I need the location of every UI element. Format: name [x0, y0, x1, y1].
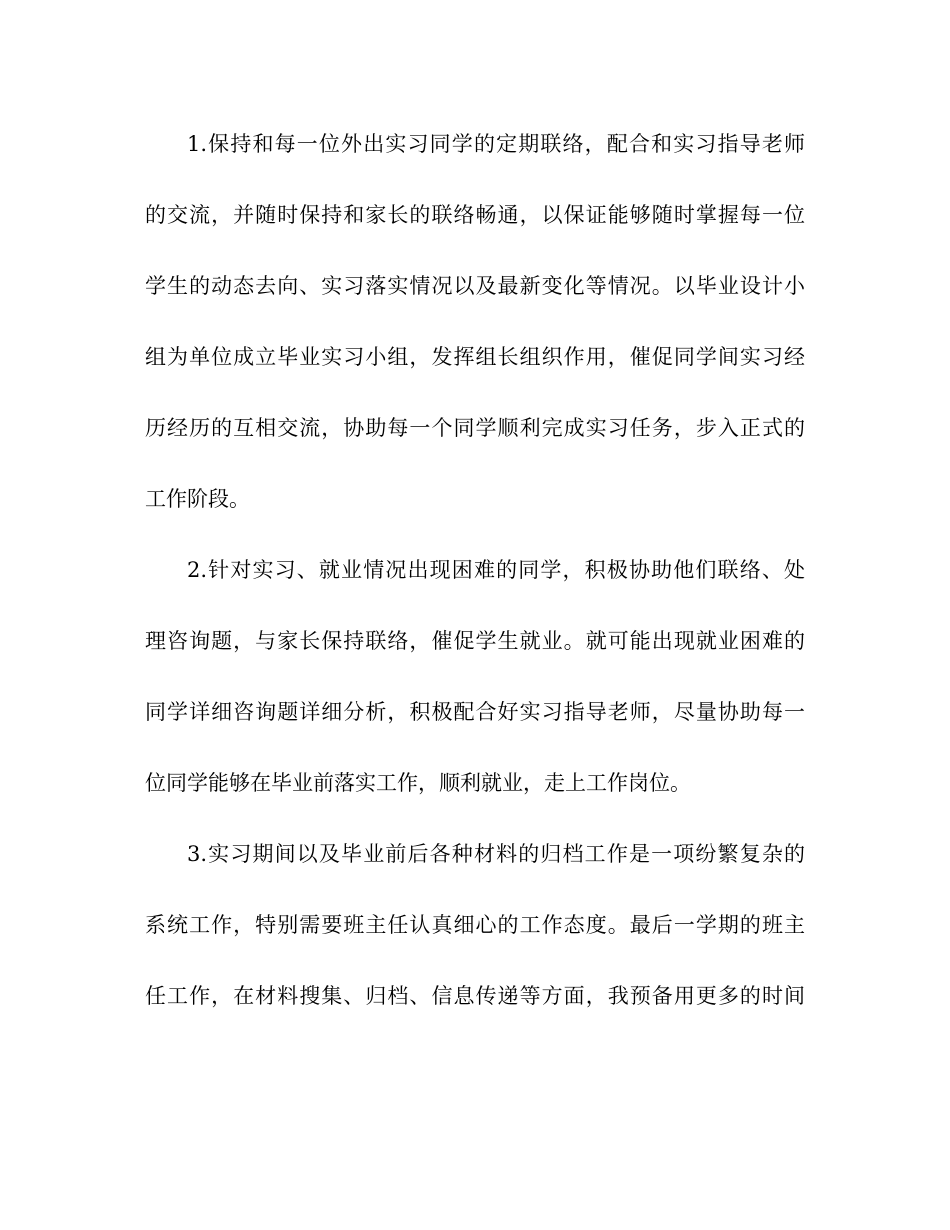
text-line: 1.保持和每一位外出实习同学的定期联络，配合和实习指导老师 [187, 132, 805, 156]
text-line: 工作阶段。 [145, 487, 250, 511]
document-body [145, 124, 805, 1017]
text-line: 组为单位成立毕业实习小组，发挥组长组织作用，催促同学间实习经 [145, 345, 805, 369]
paragraph-1 [145, 124, 805, 550]
text-line: 任工作，在材料搜集、归档、信息传递等方面，我预备用更多的时间 [145, 984, 805, 1008]
paragraph-3 [145, 834, 805, 1017]
text-line: 学生的动态去向、实习落实情况以及最新变化等情况。以毕业设计小 [145, 274, 805, 298]
text-line: 2.针对实习、就业情况出现困难的同学，积极协助他们联络、处 [187, 558, 805, 582]
text-line: 3.实习期间以及毕业前后各种材料的归档工作是一项纷繁复杂的 [187, 842, 805, 866]
text-line: 位同学能够在毕业前落实工作，顺利就业，走上工作岗位。 [145, 771, 691, 795]
text-line: 理咨询题，与家长保持联络，催促学生就业。就可能出现就业困难的 [145, 629, 805, 653]
text-line: 同学详细咨询题详细分析，积极配合好实习指导老师，尽量协助每一 [145, 700, 805, 724]
text-line: 的交流，并随时保持和家长的联络畅通，以保证能够随时掌握每一位 [145, 203, 805, 227]
text-line: 历经历的互相交流，协助每一个同学顺利完成实习任务，步入正式的 [145, 416, 805, 440]
paragraph-2 [145, 550, 805, 834]
text-line: 系统工作，特别需要班主任认真细心的工作态度。最后一学期的班主 [145, 913, 805, 937]
